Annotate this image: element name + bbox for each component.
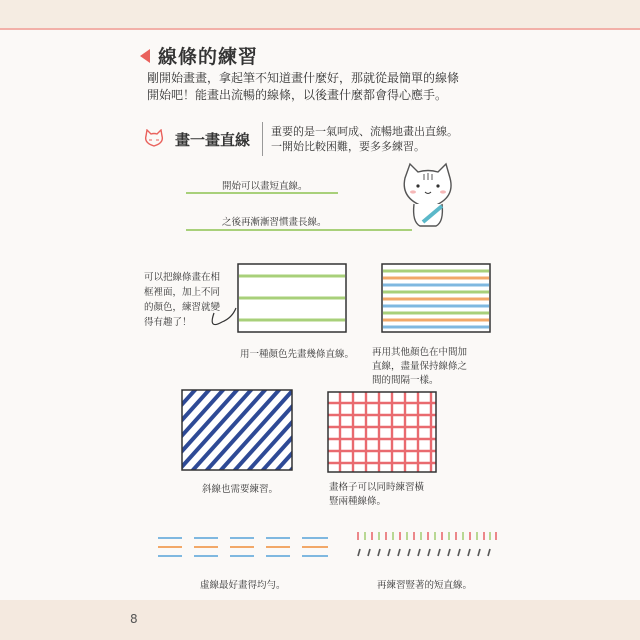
desc-line: 一開始比較困難，要多多練習。 <box>271 140 426 153</box>
intro-line: 剛開始畫畫，拿起筆不知道畫什麼好，那就從最簡單的線條 <box>147 71 460 85</box>
caption-line: 間的間隔一樣。 <box>372 375 439 386</box>
side-note-line: 得有趣了！ <box>144 317 192 328</box>
caption-short-verticals: 再練習豎著的短直線。 <box>377 580 473 591</box>
page-number: 8 <box>130 612 138 626</box>
note-long-line: 之後再漸漸習慣畫長線。 <box>222 217 327 228</box>
caption-box1: 用一種顏色先畫幾條直線。 <box>240 349 355 360</box>
intro-line: 開始吧！能畫出流暢的線條，以後畫什麼都會得心應手。 <box>147 88 448 102</box>
subsection-title: 畫一畫直線 <box>175 130 251 149</box>
side-note-line: 框裡面，加上不同 <box>144 287 221 298</box>
desc-line: 重要的是一氣呵成、流暢地畫出直線。 <box>271 125 459 138</box>
side-note-line: 的顏色，練習就變 <box>144 302 221 313</box>
caption-line: 畫格子可以同時練習橫 <box>329 482 425 493</box>
caption-dashes: 虛線最好畫得均勻。 <box>200 580 286 591</box>
side-note-line: 可以把線條畫在相 <box>144 272 221 283</box>
note-short-line: 開始可以畫短直線。 <box>222 181 308 192</box>
cat-mascot-icon <box>404 164 451 226</box>
page-title: 線條的練習 <box>158 46 259 68</box>
box-multicolor-lines <box>382 264 490 332</box>
dash-practice <box>158 538 328 556</box>
box-red-grid <box>328 392 436 472</box>
squiggle-arrow-icon <box>212 308 236 325</box>
short-vertical-practice <box>358 532 496 556</box>
caption-line: 再用其他顏色在中間加 <box>372 347 468 358</box>
caption-box3: 斜線也需要練習。 <box>202 484 279 495</box>
caption-line: 豎兩種線條。 <box>329 496 387 507</box>
caption-line: 直線，盡量保持線條之 <box>372 361 468 372</box>
box-green-lines <box>238 264 346 332</box>
